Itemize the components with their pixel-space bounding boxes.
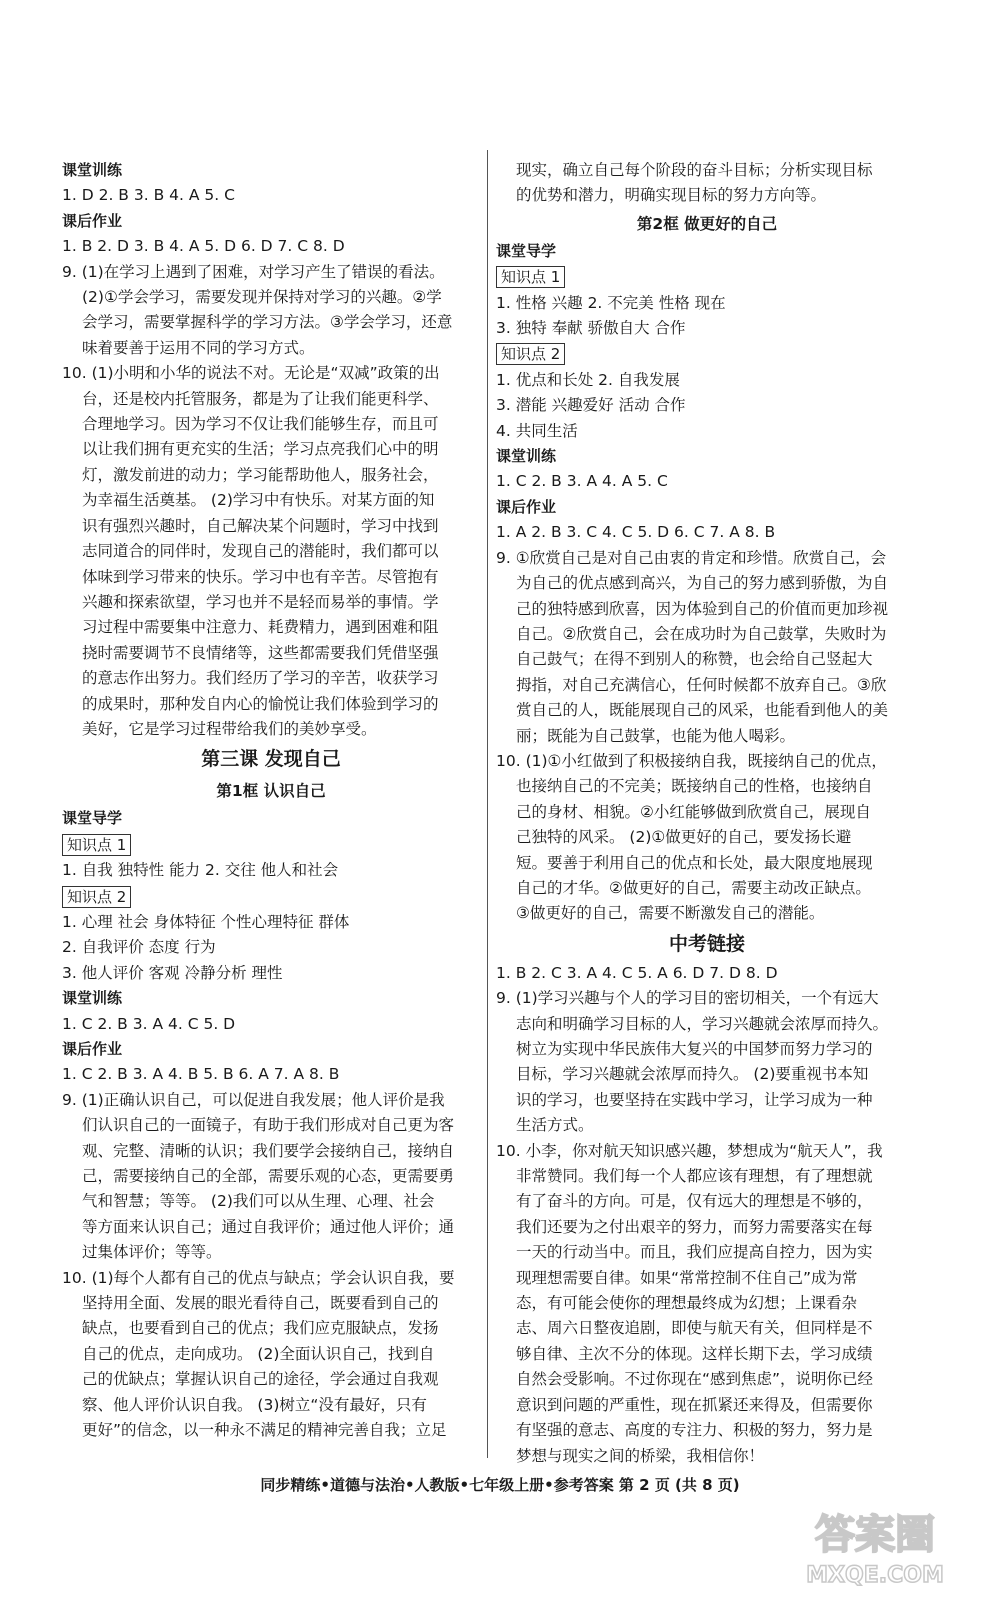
right-line: 1. 性格 兴趣 2. 不完美 性格 现在 — [496, 293, 726, 312]
right-line: 1. A 2. B 3. C 4. C 5. D 6. C 7. A 8. B — [496, 523, 776, 542]
knowledge-point-tag: 知识点 2 — [62, 886, 131, 908]
right-line: 生活方式。 — [516, 1116, 594, 1135]
left-line: 观、完整、清晰的认识；我们要学会接纳自己，接纳自 — [82, 1141, 455, 1160]
left-line: 台，还是校内托管服务，都是为了让我们能更科学、 — [82, 389, 439, 408]
left-line: 课后作业 — [62, 1040, 123, 1058]
right-line: 拇指，对自己充满信心，任何时候都不放弃自己。③欣 — [516, 675, 887, 694]
subsection-title: 第1框 认识自己 — [216, 782, 326, 801]
left-line: 的成果时，那种发自内心的愉悦让我们体验到学习的 — [82, 694, 439, 713]
right-line: 自然会受影响。不过你现在“感到焦虑”，说明你已经 — [516, 1370, 874, 1389]
right-line: 10. 小李，你对航天知识感兴趣，梦想成为“航天人”，我 — [496, 1141, 883, 1160]
left-line: 课堂训练 — [62, 161, 123, 179]
right-line: 己的独特感到欣喜，因为体验到自己的价值而更加珍视 — [516, 599, 889, 618]
right-line: 赏自己的人，既能展现自己的风采，也能看到他人的美 — [516, 701, 889, 720]
right-line: 识的学习，也要坚持在实践中学习，让学习成为一种 — [516, 1090, 873, 1109]
left-line: 课堂导学 — [62, 809, 123, 828]
right-line: 己的身材、相貌。②小红能够做到欣赏自己，展现自 — [516, 802, 871, 821]
column-divider — [487, 150, 488, 1458]
left-line: 合理地学习。因为学习不仅让我们能够生存，而且可 — [82, 415, 439, 434]
right-line: 10. (1)①小红做到了积极接纳自我，既接纳自己的优点， — [496, 751, 887, 770]
left-line: 10. (1)每个人都有自己的优点与缺点；学会认识自我，要 — [62, 1268, 455, 1287]
left-line: 1. B 2. D 3. B 4. A 5. D 6. D 7. C 8. D — [62, 237, 345, 256]
right-line: 1. B 2. C 3. A 4. C 5. A 6. D 7. D 8. D — [496, 963, 778, 982]
left-line: 们认识自己的一面镜子，有助于我们形成对自己更为客 — [82, 1116, 455, 1135]
left-line: 10. (1)小明和小华的说法不对。无论是“双减”政策的出 — [62, 364, 440, 383]
right-line: 3. 独特 奉献 骄傲自大 合作 — [496, 319, 686, 338]
page-footer: 同步精练•道德与法治•人教版•七年级上册•参考答案 第 2 页 (共 8 页) — [260, 1476, 740, 1494]
right-line: 一天的行动当中。而且，我们应提高自控力，因为实 — [516, 1243, 873, 1262]
right-line: 1. C 2. B 3. A 4. A 5. C — [496, 472, 668, 491]
right-line: 梦想与现实之间的桥梁，我相信你！ — [516, 1446, 765, 1465]
left-line: 识有强烈兴趣时，自己解决某个问题时，学习中找到 — [82, 516, 439, 535]
right-line: 也接纳自己的不完美；既接纳自己的性格，也接纳自 — [516, 777, 873, 796]
left-line: 坚持用全面、发展的眼光看待自己，既要看到自己的 — [82, 1294, 439, 1313]
watermark-url: MXQE.COM — [806, 1563, 944, 1588]
left-line: 课后作业 — [62, 211, 123, 230]
left-line: 过集体评价；等等。 — [82, 1243, 222, 1262]
left-line: 3. 他人评价 客观 冷静分析 理性 — [62, 963, 283, 982]
left-line: 察、他人评价认识自我。 (3)树立“没有最好，只有 — [82, 1395, 427, 1414]
right-line: 短。要善于利用自己的优点和长处，最大限度地展现 — [516, 853, 873, 872]
section-title: 第三课 发现自己 — [201, 748, 341, 771]
left-line: 习过程中需要集中注意力、耗费精力，遇到困难和阻 — [82, 618, 439, 637]
right-line: 态，有可能会使你的理想最终成为幻想；上课看杂 — [516, 1294, 858, 1313]
knowledge-point-row — [62, 832, 480, 858]
left-line: 1. D 2. B 3. B 4. A 5. C — [62, 186, 235, 205]
left-line: 9. (1)在学习上遇到了困难，对学习产生了错误的看法。 — [62, 262, 445, 281]
left-line: 1. 自我 独特性 能力 2. 交往 他人和社会 — [62, 861, 339, 880]
left-line: 1. 心理 社会 身体特征 个性心理特征 群体 — [62, 912, 350, 931]
right-line: 够自律、主次不分的体现。这样长期下去，学习成绩 — [516, 1344, 873, 1363]
right-line: 为自己的优点感到高兴，为自己的努力感到骄傲，为自 — [516, 574, 889, 593]
right-line: 自己鼓气；在得不到别人的称赞，也会给自己竖起大 — [516, 650, 873, 669]
left-line: 自己的优点，走向成功。 (2)全面认识自己，找到自 — [82, 1344, 435, 1363]
right-line: 课堂导学 — [496, 241, 557, 260]
right-line: 1. 优点和长处 2. 自我发展 — [496, 370, 680, 389]
right-line: 9. (1)学习兴趣与个人的学习目的密切相关，一个有远大 — [496, 989, 879, 1008]
right-line: 4. 共同生活 — [496, 421, 578, 440]
section-title: 中考链接 — [668, 932, 745, 955]
right-line: 9. ①欣赏自己是对自己由衷的肯定和珍惜。欣赏自己，会 — [496, 548, 887, 567]
left-line: 1. C 2. B 3. A 4. B 5. B 6. A 7. A 8. B — [62, 1065, 340, 1084]
subsection-title: 第2框 做更好的自己 — [636, 214, 778, 233]
knowledge-point-row — [62, 884, 480, 910]
right-line: 自己的才华。②做更好的自己，需要主动改正缺点。 — [516, 878, 871, 897]
knowledge-point-tag: 知识点 1 — [496, 266, 565, 288]
left-line: 以让我们拥有更充实的生活；学习点亮我们心中的明 — [82, 440, 439, 459]
left-line: 体味到学习带来的快乐。学习中也有辛苦。尽管抱有 — [82, 567, 439, 586]
knowledge-point-tag: 知识点 2 — [496, 343, 565, 365]
left-line: 课堂训练 — [62, 989, 123, 1008]
right-line: 自己。②欣赏自己，会在成功时为自己鼓掌，失败时为 — [516, 624, 887, 643]
left-line: (2)①学会学习，需要发现并保持对学习的兴趣。②学 — [82, 288, 442, 307]
watermark-text: 答案圈 — [815, 1512, 935, 1558]
knowledge-point-tag: 知识点 1 — [62, 834, 131, 856]
right-line: 丽；既能为自己鼓掌，也能为他人喝彩。 — [516, 726, 796, 745]
right-line: 非常赞同。我们每一个人都应该有理想，有了理想就 — [516, 1167, 873, 1186]
left-line: 为幸福生活奠基。 (2)学习中有快乐。对某方面的知 — [82, 491, 435, 510]
left-line: 1. C 2. B 3. A 4. C 5. D — [62, 1014, 236, 1033]
right-line: 目标，学习兴趣就会浓厚而持久。 (2)要重视书本知 — [516, 1065, 869, 1084]
right-line: 意识到问题的严重性，现在抓紧还来得及，但需要你 — [516, 1395, 873, 1414]
knowledge-point-row — [496, 264, 918, 290]
watermark-logo — [780, 1500, 970, 1590]
right-line: 己独特的风采。 (2)①做更好的自己，要发扬长避 — [516, 828, 852, 847]
right-line: 有坚强的意志、高度的专注力、积极的努力，努力是 — [516, 1421, 873, 1440]
left-line: 志同道合的同伴时，发现自己的潜能时，我们都可以 — [82, 542, 439, 561]
left-line: 灯，激发前进的动力；学习能帮助他人，服务社会， — [82, 465, 439, 484]
right-line: 我们还要为之付出艰辛的努力，而努力需要落实在每 — [516, 1217, 873, 1236]
left-line: 2. 自我评价 态度 行为 — [62, 938, 216, 957]
left-line: 9. (1)正确认识自己，可以促进自我发展；他人评价是我 — [62, 1090, 445, 1109]
left-line: 美好，它是学习过程带给我们的美妙享受。 — [82, 719, 377, 738]
left-line: 等方面来认识自己；通过自我评价；通过他人评价；通 — [82, 1217, 455, 1236]
left-line: 缺点，也要看到自己的优点；我们应克服缺点，发扬 — [82, 1319, 439, 1338]
right-line: 志、周六日整夜追剧，即使与航天有关，但同样是不 — [516, 1319, 873, 1338]
right-line: 的优势和潜力，明确实现目标的努力方向等。 — [516, 186, 827, 205]
left-column — [62, 158, 480, 1444]
left-line: 兴趣和探索欲望，学习也并不是轻而易举的事情。学 — [82, 592, 439, 611]
right-line: 3. 潜能 兴趣爱好 活动 合作 — [496, 396, 686, 415]
left-line: 更好”的信念，以一种永不满足的精神完善自我；立足 — [82, 1421, 447, 1440]
left-line: 己的优缺点；掌握认识自己的途径，学会通过自我观 — [82, 1370, 439, 1389]
right-line: 有了奋斗的方向。可是，仅有远大的理想是不够的， — [516, 1192, 873, 1211]
right-line: 树立为实现中华民族伟大复兴的中国梦而努力学习的 — [516, 1040, 873, 1058]
right-line: 现理想需要自律。如果“常常控制不住自己”成为常 — [516, 1268, 858, 1287]
left-line: 味着要善于运用不同的学习方式。 — [82, 338, 315, 357]
right-line: 课后作业 — [496, 497, 557, 516]
right-line: 现实，确立自己每个阶段的奋斗目标；分析实现目标 — [516, 161, 873, 179]
knowledge-point-row — [496, 341, 918, 367]
right-line: 课堂训练 — [496, 447, 557, 466]
right-line: ③做更好的自己，需要不断激发自己的潜能。 — [516, 904, 825, 923]
left-line: 的意志作出努力。我们经历了学习的辛苦，收获学习 — [82, 669, 439, 688]
right-line: 志向和明确学习目标的人，学习兴趣就会浓厚而持久。 — [516, 1014, 889, 1033]
left-line: 气和智慧；等等。 (2)我们可以从生理、心理、社会 — [82, 1192, 435, 1211]
left-line: 己，需要接纳自己的全部，需要乐观的心态，更需要勇 — [82, 1167, 455, 1186]
left-line: 会学习，需要掌握科学的学习方法。③学会学习，还意 — [82, 313, 453, 332]
right-column — [496, 158, 918, 1469]
left-line: 挠时需要调节不良情绪等，这些都需要我们凭借坚强 — [82, 643, 439, 662]
